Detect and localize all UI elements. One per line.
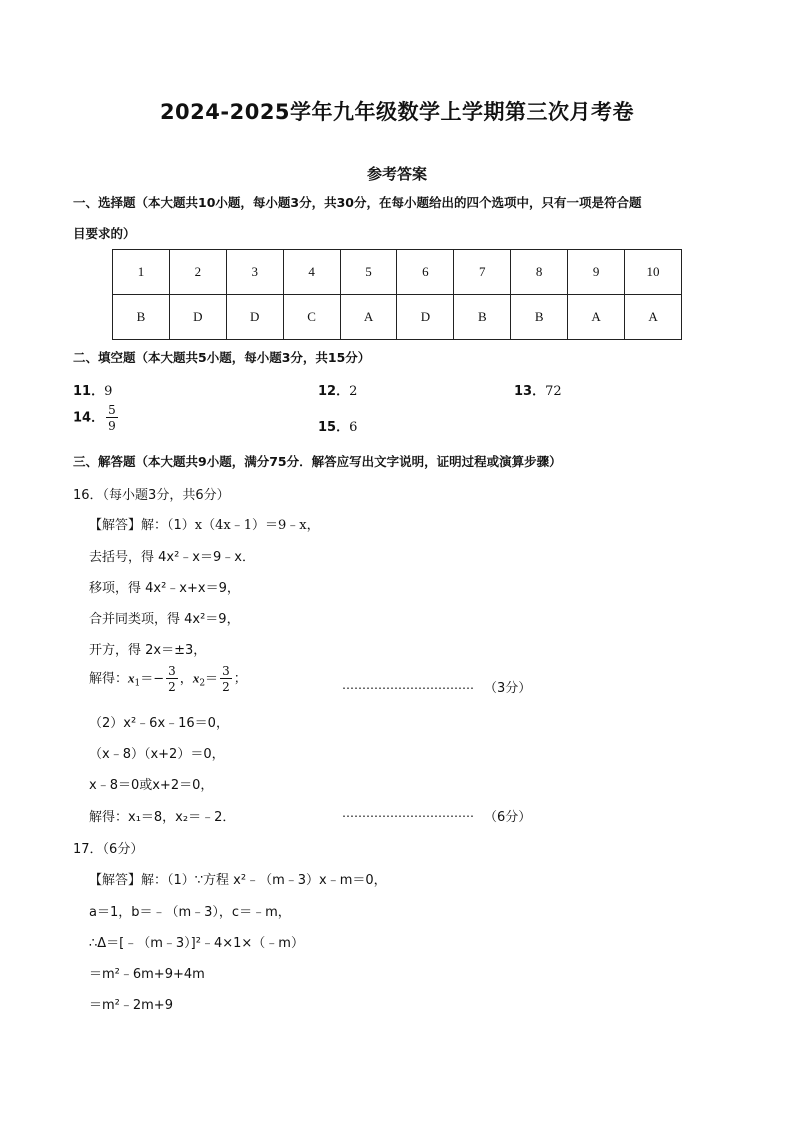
table-cell: 5 — [340, 250, 397, 295]
q15-value: 6 — [349, 420, 358, 435]
q12-value: 2 — [349, 384, 358, 399]
q16-header: 16．（每小题3分，共6分） — [73, 488, 230, 503]
q15-label: 15． — [318, 420, 350, 435]
table-cell: B — [511, 295, 568, 340]
q16-dots-2: …………………………… — [342, 806, 474, 820]
q17-line3: ∴Δ＝[﹣（m﹣3）]²﹣4×1×（﹣m） — [89, 936, 304, 951]
q16-score-1: （3分） — [484, 681, 532, 696]
q16-line6: 解得：$x_1=-$ $\frac{3}{2}$ ，$x_2=$ $\frac{3}{2}$ ； — [89, 664, 247, 694]
q17-line4: ＝m²﹣6m+9+4m — [89, 967, 205, 982]
q16-line7: （2）x²﹣6x﹣16＝0， — [89, 716, 229, 731]
q16-line5: 开方，得 2x＝±3， — [89, 643, 207, 658]
table-row-answers — [113, 295, 682, 340]
q12-answer — [318, 380, 357, 399]
q14-denominator: 9 — [108, 419, 116, 433]
q11-value: 9 — [104, 384, 113, 399]
table-cell: B — [113, 295, 170, 340]
q17-header: 17．（6分） — [73, 842, 144, 857]
q16-line1 — [89, 514, 320, 533]
section1-heading-line2: 目要求的） — [73, 226, 136, 241]
q16-fraction-2 — [220, 665, 232, 693]
section1-heading-line1: 一、选择题（本大题共10小题，每小题3分，共30分，在每小题给出的四个选项中，只有一项是符合题 — [73, 195, 642, 210]
q17-line5: ＝m²﹣2m+9 — [89, 998, 173, 1013]
table-cell: A — [340, 295, 397, 340]
q16-line3: 移项，得 4x²﹣x+x＝9， — [89, 581, 240, 596]
q16-line9: x﹣8＝0或x+2＝0， — [89, 778, 214, 793]
fraction-numerator: 3 — [168, 664, 176, 678]
table-cell: A — [625, 295, 682, 340]
q16-line8: （x﹣8）（x+2）＝0， — [89, 747, 225, 762]
multiple-choice-answer-table — [112, 249, 682, 340]
table-cell: 9 — [568, 250, 625, 295]
q16-line6-prefix: 解得： — [89, 671, 129, 687]
fraction-denominator: 2 — [222, 680, 230, 694]
q14-fraction — [106, 404, 118, 432]
q16-line1-equation: x（4x﹣1）＝9﹣x， — [194, 518, 320, 533]
page-title: 2024-2025学年九年级数学上学期第三次月考卷 — [159, 100, 635, 124]
answer-key-heading: 参考答案 — [366, 165, 427, 183]
q14-label: 14． — [73, 410, 105, 426]
q15-answer — [318, 416, 357, 435]
section3-heading: 三、解答题（本大题共9小题，满分75分．解答应写出文字说明，证明过程或演算步骤） — [73, 454, 562, 469]
q17-line2: a＝1，b＝﹣（m﹣3），c＝﹣m， — [89, 905, 291, 920]
q14-numerator: 5 — [108, 403, 116, 417]
q11-label: 11． — [73, 384, 105, 399]
table-cell: 6 — [397, 250, 454, 295]
table-cell: 3 — [226, 250, 283, 295]
table-cell: 4 — [283, 250, 340, 295]
table-cell: B — [454, 295, 511, 340]
q16-line2: 去括号，得 4x²﹣x＝9﹣x． — [89, 550, 255, 565]
q13-value: 72 — [545, 384, 562, 399]
q13-label: 13． — [514, 384, 546, 399]
q13-answer — [514, 380, 562, 399]
table-cell: D — [226, 295, 283, 340]
q16-dots-1: …………………………… — [342, 678, 474, 692]
q14-answer — [73, 404, 120, 432]
table-cell: 1 — [113, 250, 170, 295]
table-cell: D — [169, 295, 226, 340]
q17-line1: 【解答】解：（1）∵方程 x²﹣（m﹣3）x﹣m＝0， — [89, 873, 387, 888]
table-cell: 2 — [169, 250, 226, 295]
table-row-numbers — [113, 250, 682, 295]
q16-line4: 合并同类项，得 4x²＝9， — [89, 612, 240, 627]
section2-heading: 二、填空题（本大题共5小题，每小题3分，共15分） — [73, 350, 371, 365]
table-cell: A — [568, 295, 625, 340]
table-cell: C — [283, 295, 340, 340]
fraction-numerator: 3 — [222, 664, 230, 678]
table-cell: 10 — [625, 250, 682, 295]
table-cell: 8 — [511, 250, 568, 295]
q12-label: 12． — [318, 384, 350, 399]
fraction-denominator: 2 — [168, 680, 176, 694]
table-cell: 7 — [454, 250, 511, 295]
q11-answer — [73, 380, 112, 399]
q16-score-2: （6分） — [484, 810, 532, 825]
q16-fraction-1 — [166, 665, 178, 693]
table-cell: D — [397, 295, 454, 340]
q16-line1-prefix: 【解答】解：（1） — [89, 518, 195, 533]
q16-line10: 解得：x₁＝8，x₂＝﹣2． — [89, 810, 236, 825]
